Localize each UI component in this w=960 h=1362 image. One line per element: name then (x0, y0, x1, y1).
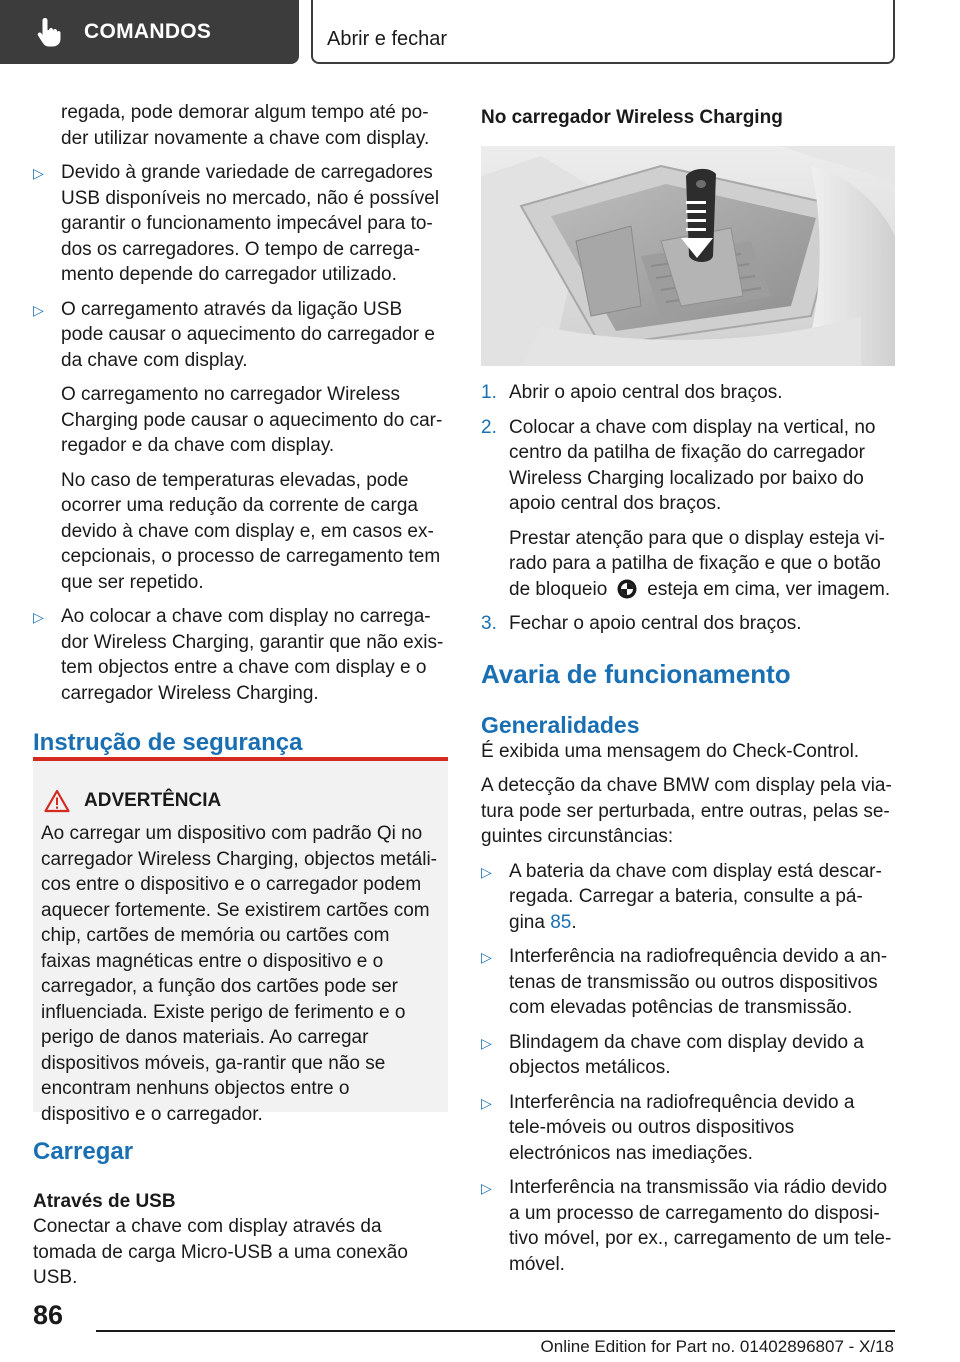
section-label: COMANDOS (84, 20, 212, 43)
step-number: 3. (481, 613, 497, 634)
triangle-bullet-icon: ▷ (33, 165, 44, 181)
list-item-text: A bateria da chave com display está descar-regada. Carregar a bateria, consulte a pá-gina (509, 860, 882, 933)
step-note-text-a: Prestar atenção para que o display esteja vi-rado para a patilha de fixação e que o botão de bloqueio (509, 527, 885, 600)
step-text: Colocar a chave com display na vertical, no centro da patilha de fixação do carregador Wireless Charging localizado por baixo do apoio central dos braços. (509, 416, 876, 514)
left-column (33, 100, 448, 758)
triangle-bullet-icon: ▷ (481, 949, 492, 965)
charging-section (33, 1137, 448, 1300)
general-heading: Generalidades (481, 711, 640, 738)
list-item (481, 1030, 895, 1081)
list-item (481, 1090, 895, 1167)
list-item-paragraph: O carregamento no carregador Wireless Charging pode causar o aquecimento do car-regador e da chave com display. (61, 384, 443, 456)
triangle-bullet-icon: ▷ (481, 1094, 492, 1111)
list-item-text: O carregamento através da ligação USB pode causar o aquecimento do carregador e da chave com display. (61, 298, 435, 371)
right-column (481, 105, 895, 1286)
wireless-heading: No carregador Wireless Charging (481, 107, 783, 128)
step-note (481, 526, 895, 603)
list-item-text: Devido à grande variedade de carregadores USB disponíveis no mercado, não é possível garantir o funcionamento impecável para to-dos os carregadores. O tempo de carrega-mento depende do carregador utilizado. (61, 162, 440, 285)
triangle-bullet-icon: ▷ (33, 609, 44, 625)
triangle-bullet-icon: ▷ (481, 1034, 492, 1051)
edition-text: Online Edition for Part no. 01402896807 - X/18 (540, 1337, 894, 1356)
triangle-bullet-icon: ▷ (481, 1180, 492, 1196)
footer-divider (96, 1330, 895, 1332)
list-item (33, 297, 448, 374)
step-text: Fechar o apoio central dos braços. (509, 613, 802, 634)
charge-heading: Carregar (33, 1138, 134, 1165)
list-item (481, 1175, 895, 1277)
list-item-text: Interferência na radiofrequência devido a tele-móveis ou outros dispositivos electrónicos nas imediações. (509, 1091, 855, 1164)
warning-title: ADVERTÊNCIA (84, 790, 222, 811)
chapter-title: Abrir e fechar (327, 28, 448, 50)
list-item (481, 944, 895, 1021)
bmw-logo-icon (617, 579, 637, 599)
list-item-text: Interferência na radiofrequência devido a an-tenas de transmissão ou outros dispositivos com elevadas potências de transmissão. (509, 946, 888, 1018)
usb-text: Conectar a chave com display através da tomada de carga Micro-USB a uma conexão USB. (33, 1216, 408, 1288)
triangle-bullet-icon: ▷ (481, 863, 492, 880)
warning-box (33, 757, 448, 1125)
page-number: 86 (33, 1300, 64, 1330)
step-note-text-b: esteja em cima, ver imagem. (647, 578, 891, 600)
step-text: Abrir o apoio central dos braços. (509, 382, 783, 403)
step-number: 1. (481, 382, 497, 403)
list-item (33, 160, 448, 288)
step-item (481, 380, 895, 406)
triangle-bullet-icon: ▷ (33, 301, 44, 318)
list-item-text: Blindagem da chave com display devido a objectos metálicos. (509, 1031, 864, 1078)
warning-header (41, 789, 440, 813)
page-reference-link[interactable]: 85 (550, 911, 572, 933)
list-item-punctuation: . (571, 911, 577, 933)
warning-text: Ao carregar um dispositivo com padrão Qi no carregador Wireless Charging, objectos metáli-cos entre o dispositivo e o carregador podem aquecer fortemente. Se existirem cartões com chip, cartões de memória ou cartões com faixas magnéticas entre o dispositivo e o carregador, a função dos cartões pode ser influenciada. Existe perigo de ferimento e o perigo de danos materiais. Ao carregar dispositivos móveis, ga-rantir que não se encontram nenhuns objectos entre o dispositivo e o carregador. (41, 823, 437, 1125)
list-item-text: Interferência na transmissão via rádio devido a um processo de carregamento do disposi-tivo móvel, por ex., carregamento de um tele-móvel. (509, 1177, 892, 1275)
usb-heading: Através de USB (33, 1191, 176, 1212)
list-item (33, 604, 448, 706)
step-number: 2. (481, 416, 497, 438)
warning-triangle-icon (44, 789, 70, 813)
general-paragraph: A detecção da chave BMW com display pela via-tura pode ser perturbada, entre outras, pelas se-guintes circunstâncias: (481, 775, 892, 847)
list-item (481, 859, 895, 936)
wireless-charger-illustration (481, 146, 895, 366)
chapter-title-box (311, 0, 895, 64)
safety-heading: Instrução de segurança (33, 729, 303, 756)
hand-pointer-icon (32, 15, 66, 49)
general-paragraph: É exibida uma mensagem do Check-Control. (481, 740, 860, 762)
intro-continuation: regada, pode demorar algum tempo até po-der utilizar novamente a chave com display. (61, 102, 430, 149)
list-item-text: Ao colocar a chave com display no carrega-dor Wireless Charging, garantir que não exis-tem objectos entre a chave com display e o carregador Wireless Charging. (61, 606, 444, 704)
step-item (481, 415, 895, 517)
step-item (481, 611, 895, 637)
list-item-paragraph: No caso de temperaturas elevadas, pode ocorrer uma redução da corrente de carga devido à chave com display e, em casos ex-cepcionais, o processo de carregamento tem que ser repetido. (61, 469, 441, 593)
section-tab (0, 0, 299, 64)
fault-heading: Avaria de funcionamento (481, 658, 791, 689)
